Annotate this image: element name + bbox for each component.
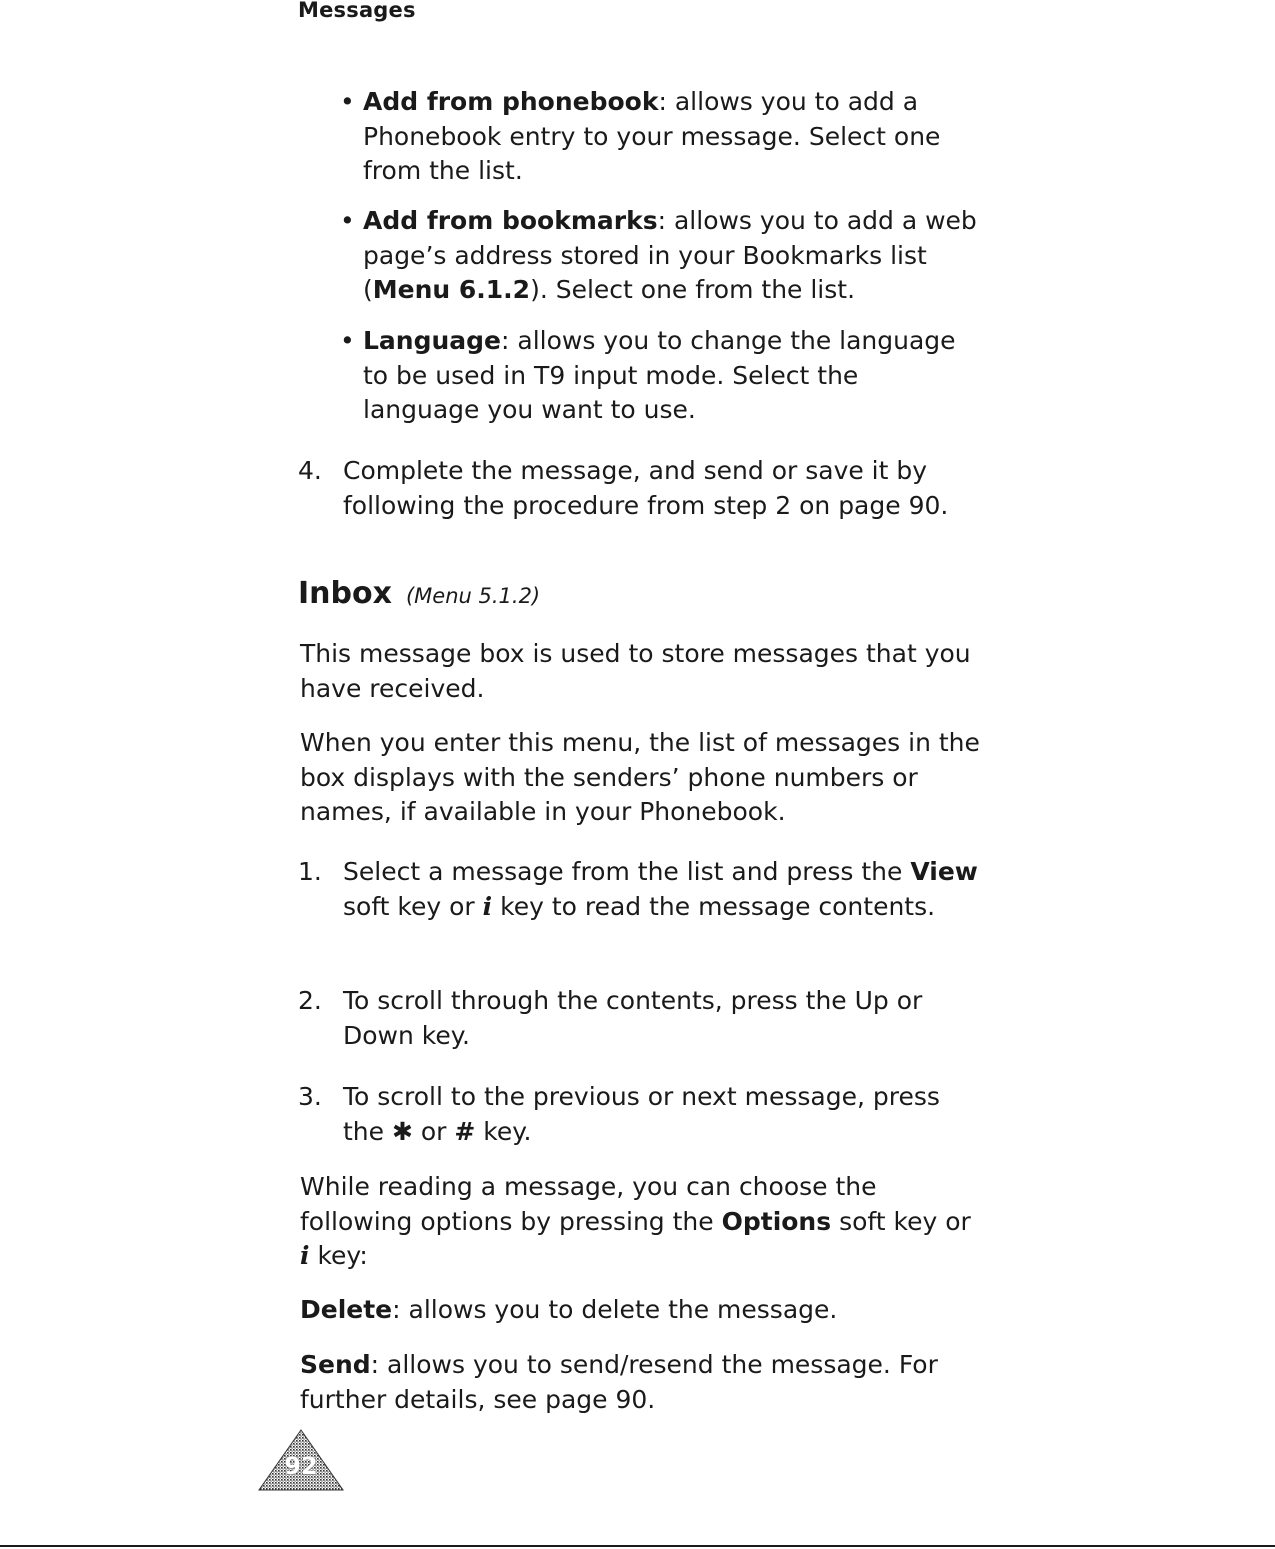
step-number: 1. [298,857,322,886]
step-text: To scroll through the contents, press the Up or Down key. [343,986,923,1050]
info-key-icon: i [300,1241,310,1270]
step-number: 4. [298,456,322,485]
para-text-part: key: [309,1241,368,1270]
info-key-icon: i [482,891,493,921]
inbox-intro: This message box is used to store messages that you have received. [300,639,971,703]
bullet-glyph: • [340,206,355,235]
step-text-part: key to read the message contents. [492,891,936,921]
option-description: : allows you to change the language to be used in T9 input mode. Select the language you want to use. [363,326,956,424]
step-text [343,1080,978,1149]
option-term: Send [300,1350,371,1379]
step-text: Complete the message, and send or save it by following the procedure from step 2 on page 90. [343,456,949,520]
step-number: 3. [298,1082,322,1111]
options-intro [300,1170,980,1274]
option-send [300,1348,980,1417]
option-description: : allows you to add a web page’s address stored in your Bookmarks list ( [363,206,977,304]
option-delete [300,1293,980,1328]
hash-key-icon: # [454,1116,476,1146]
inbox-step-1 [298,855,978,924]
bottom-rule [0,1545,1275,1547]
bullet-glyph: • [340,326,355,355]
option-add-from-bookmarks [340,204,980,308]
step-4 [298,454,978,523]
page-number-badge [257,1428,345,1492]
option-text [363,85,980,189]
option-description: : allows you to send/resend the message. For further details, see page 90. [300,1350,938,1414]
bullet-glyph: • [340,87,355,116]
step-text-part: or [412,1116,455,1146]
option-text [363,324,980,428]
options-soft-key-label: Options [721,1206,832,1236]
option-description: : allows you to add a Phonebook entry to your message. Select one from the list. [363,87,941,185]
option-description: : allows you to delete the message. [392,1295,838,1324]
inbox-step-2 [298,984,978,1053]
star-key-icon: ✱ [391,1116,413,1146]
option-term: Add from bookmarks [363,206,658,235]
step-text [343,855,978,924]
page-number: 92 [284,1452,318,1480]
para-text-part: While reading a message, you can choose the following options by pressing the [300,1172,877,1236]
step-text-part: key. [475,1116,532,1146]
running-header: Messages [298,0,416,22]
inbox-step-3 [298,1080,978,1149]
step-number: 2. [298,986,322,1015]
inbox-description: When you enter this menu, the list of messages in the box displays with the senders’ phone numbers or names, if available in your Phonebook. [300,728,980,826]
inbox-heading [298,576,540,611]
menu-reference: Menu 6.1.2 [372,275,531,304]
option-text [363,204,980,308]
option-description-tail: ). Select one from the list. [530,275,856,304]
para-text-part: soft key or [831,1206,971,1236]
menu-reference: (Menu 5.1.2) [405,584,541,608]
option-language [340,324,980,428]
option-add-from-phonebook [340,85,980,189]
option-term: Language [363,326,502,355]
option-term: Add from phonebook [363,87,659,116]
option-term: Delete [300,1295,393,1324]
step-text-part: soft key or [343,891,483,921]
section-title: Inbox [298,576,392,611]
view-soft-key-label: View [910,857,978,886]
step-text-part: To scroll to the previous or next message, press the [343,1082,940,1146]
step-text-part: Select a message from the list and press the [343,857,911,886]
